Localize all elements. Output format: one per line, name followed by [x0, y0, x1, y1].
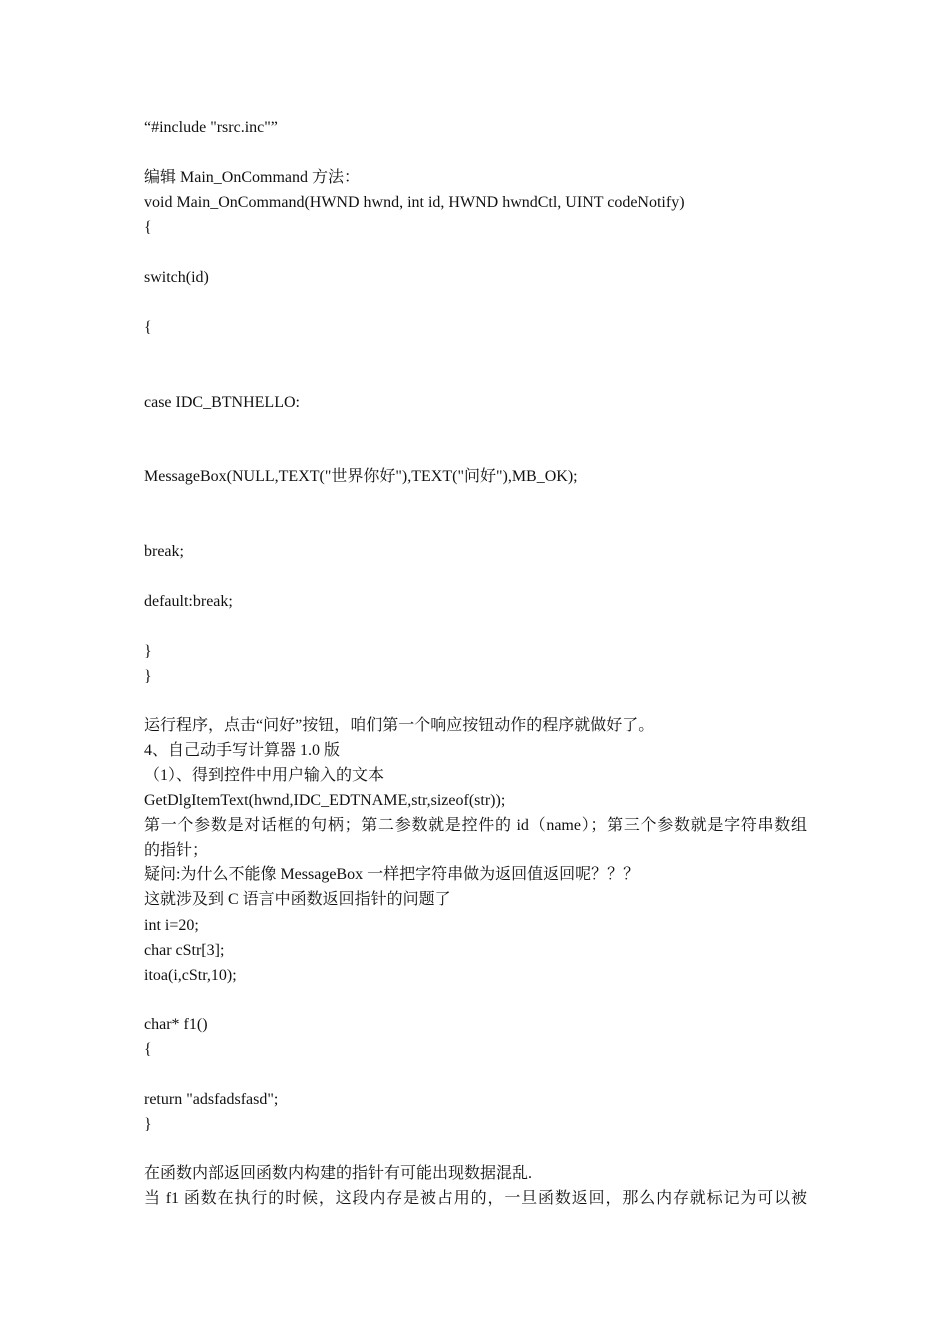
- close-brace-line: }: [144, 643, 152, 660]
- function-declaration-line: char* f1(): [144, 1016, 208, 1033]
- explanation-line: 这就涉及到 C 语言中函数返回指针的问题了: [144, 891, 451, 908]
- memory-explanation-paragraph: 当 f1 函数在执行的时候，这段内存是被占用的，一旦函数返回，那么内存就标记为可以被: [144, 1190, 807, 1207]
- return-line: return "adsfadsfasd";: [144, 1091, 279, 1108]
- case-line: case IDC_BTNHELLO:: [144, 394, 300, 411]
- code-line: itoa(i,cStr,10);: [144, 967, 237, 984]
- getdlgitemtext-line: GetDlgItemText(hwnd,IDC_EDTNAME,str,sizeof(str));: [144, 792, 506, 809]
- parameter-paragraph-continued: 的指针；: [144, 842, 209, 859]
- open-brace-line: {: [144, 1041, 152, 1058]
- section-heading: 4、自己动手写计算器 1.0 版: [144, 742, 341, 759]
- code-line: int i=20;: [144, 917, 199, 934]
- pointer-warning-paragraph: 在函数内部返回函数内构建的指针有可能出现数据混乱.: [144, 1165, 533, 1182]
- edit-method-heading: 编辑 Main_OnCommand 方法：: [144, 169, 360, 186]
- break-line: break;: [144, 543, 184, 560]
- messagebox-line: MessageBox(NULL,TEXT("世界你好"),TEXT("问好"),MB_OK);: [144, 468, 578, 485]
- close-brace-line: }: [144, 668, 152, 685]
- run-program-paragraph: 运行程序，点击“问好”按钮，咱们第一个响应按钮动作的程序就做好了。: [144, 717, 655, 734]
- parameter-paragraph: 第一个参数是对话框的句柄；第二参数就是控件的 id（name）；第三个参数就是字符串数组: [144, 817, 807, 834]
- open-brace-line: {: [144, 219, 152, 236]
- subsection-heading: （1）、得到控件中用户输入的文本: [144, 767, 385, 784]
- switch-line: switch(id): [144, 269, 209, 286]
- default-line: default:break;: [144, 593, 233, 610]
- code-line: char cStr[3];: [144, 942, 225, 959]
- include-line: “#include "rsrc.inc"”: [144, 119, 278, 136]
- open-brace-line: {: [144, 319, 152, 336]
- function-signature-line: void Main_OnCommand(HWND hwnd, int id, HWND hwndCtl, UINT codeNotify): [144, 194, 685, 211]
- question-line: 疑问:为什么不能像 MessageBox 一样把字符串做为返回值返回呢？？？: [144, 866, 640, 883]
- close-brace-line: }: [144, 1116, 152, 1133]
